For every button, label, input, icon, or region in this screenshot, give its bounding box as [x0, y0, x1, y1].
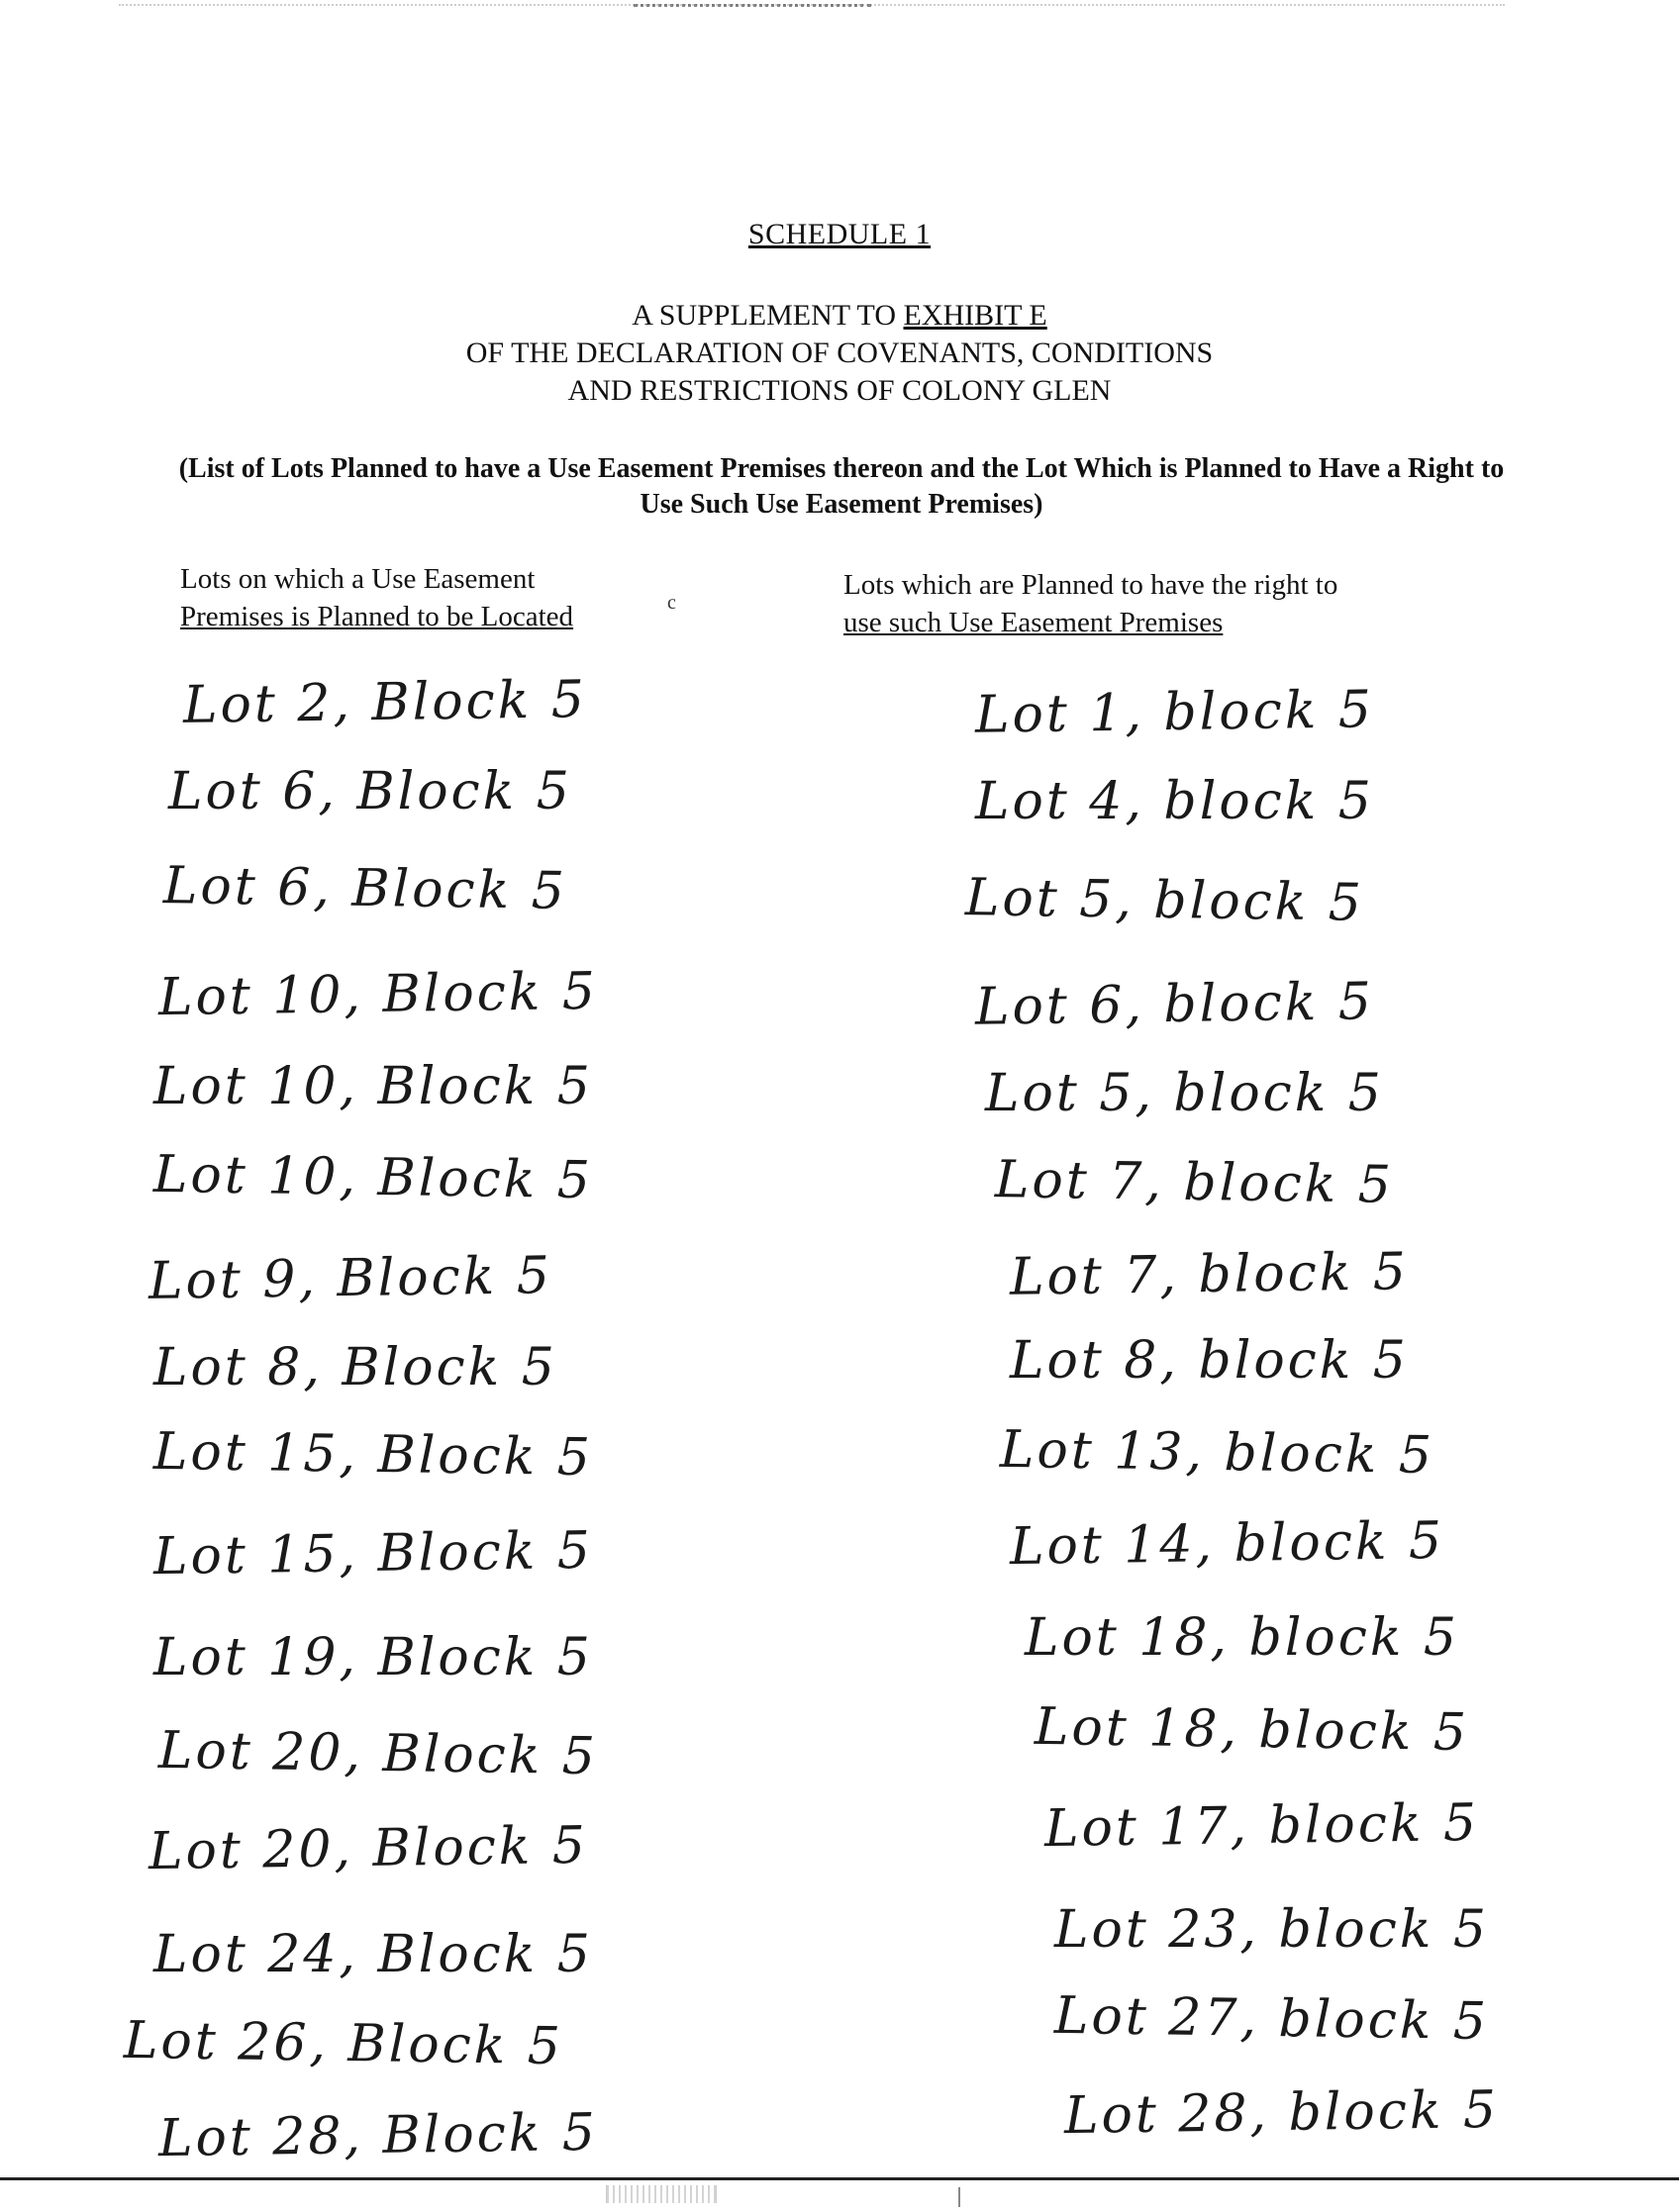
- left-header-line-2: Premises is Planned to be Located: [180, 601, 574, 632]
- left-lot-entry: Lot 20, Block 5: [157, 1720, 599, 1787]
- left-lot-entry: Lot 10, Block 5: [153, 1057, 593, 1116]
- left-lot-entry: Lot 10, Block 5: [157, 961, 599, 1028]
- bottom-rule: [0, 2177, 1679, 2180]
- right-lot-entry: Lot 13, block 5: [999, 1419, 1435, 1487]
- exhibit-reference: EXHIBIT E: [903, 299, 1047, 332]
- document-title: [0, 297, 1679, 410]
- left-lot-entry: Lot 6, Block 5: [168, 762, 572, 821]
- scan-artifact-tick: [958, 2187, 960, 2207]
- left-header-line-1: Lots on which a Use Easement: [180, 563, 536, 595]
- title-line-1: [0, 297, 1679, 335]
- subtitle: (List of Lots Planned to have a Use Easement Premises thereon and the Lot Which is Planned to Have a Right to Use Such Use Easement Premises): [178, 453, 1505, 520]
- right-column-header: [843, 566, 1337, 641]
- left-lot-entry: Lot 6, Block 5: [162, 856, 568, 921]
- left-lot-entry: Lot 20, Block 5: [148, 1815, 589, 1882]
- left-lot-entry: Lot 26, Block 5: [123, 2010, 564, 2077]
- left-lot-entry: Lot 28, Block 5: [157, 2102, 599, 2169]
- title-line-3: AND RESTRICTIONS OF COLONY GLEN: [567, 374, 1112, 407]
- right-lot-entry: Lot 23, block 5: [1054, 1900, 1489, 1960]
- right-header-line-1: Lots which are Planned to have the right to: [843, 569, 1338, 601]
- right-lot-entry: Lot 4, block 5: [975, 772, 1374, 831]
- left-lot-entry: Lot 24, Block 5: [153, 1925, 593, 1984]
- left-lot-entry: Lot 15, Block 5: [152, 1520, 594, 1587]
- stray-mark: c: [667, 592, 676, 614]
- right-lot-entry: Lot 7, block 5: [1009, 1242, 1410, 1307]
- scan-artifact-bottom: [606, 2185, 717, 2203]
- right-lot-entry: Lot 8, block 5: [1010, 1331, 1409, 1391]
- title-line-2: OF THE DECLARATION OF COVENANTS, CONDITIONS: [465, 337, 1214, 369]
- scan-artifact-top-dark: [634, 4, 871, 11]
- right-lot-entry: Lot 18, block 5: [1034, 1696, 1470, 1764]
- right-lot-entry: Lot 5, block 5: [964, 868, 1365, 933]
- right-lot-entry: Lot 18, block 5: [1025, 1608, 1459, 1668]
- right-header-line-2: use such Use Easement Premises: [843, 607, 1224, 638]
- left-column-header: [180, 560, 573, 635]
- right-lot-entry: Lot 1, block 5: [974, 680, 1375, 745]
- right-lot-entry: Lot 27, block 5: [1053, 1985, 1490, 2053]
- left-lot-entry: Lot 2, Block 5: [182, 670, 588, 735]
- schedule-title: SCHEDULE 1: [747, 218, 932, 250]
- left-lot-entry: Lot 19, Block 5: [153, 1628, 593, 1687]
- right-lot-entry: Lot 14, block 5: [1009, 1510, 1445, 1578]
- right-lot-entry: Lot 28, block 5: [1063, 2079, 1500, 2147]
- left-lot-entry: Lot 10, Block 5: [152, 1144, 594, 1211]
- left-lot-entry: Lot 15, Block 5: [152, 1421, 594, 1489]
- left-lot-entry: Lot 8, Block 5: [153, 1338, 557, 1397]
- right-lot-entry: Lot 5, block 5: [985, 1064, 1384, 1123]
- left-lot-entry: Lot 9, Block 5: [148, 1246, 553, 1311]
- title-line-1-prefix: A SUPPLEMENT TO: [632, 299, 904, 332]
- right-lot-entry: Lot 17, block 5: [1043, 1792, 1480, 1860]
- right-lot-entry: Lot 6, block 5: [974, 972, 1375, 1037]
- right-lot-entry: Lot 7, block 5: [994, 1150, 1395, 1215]
